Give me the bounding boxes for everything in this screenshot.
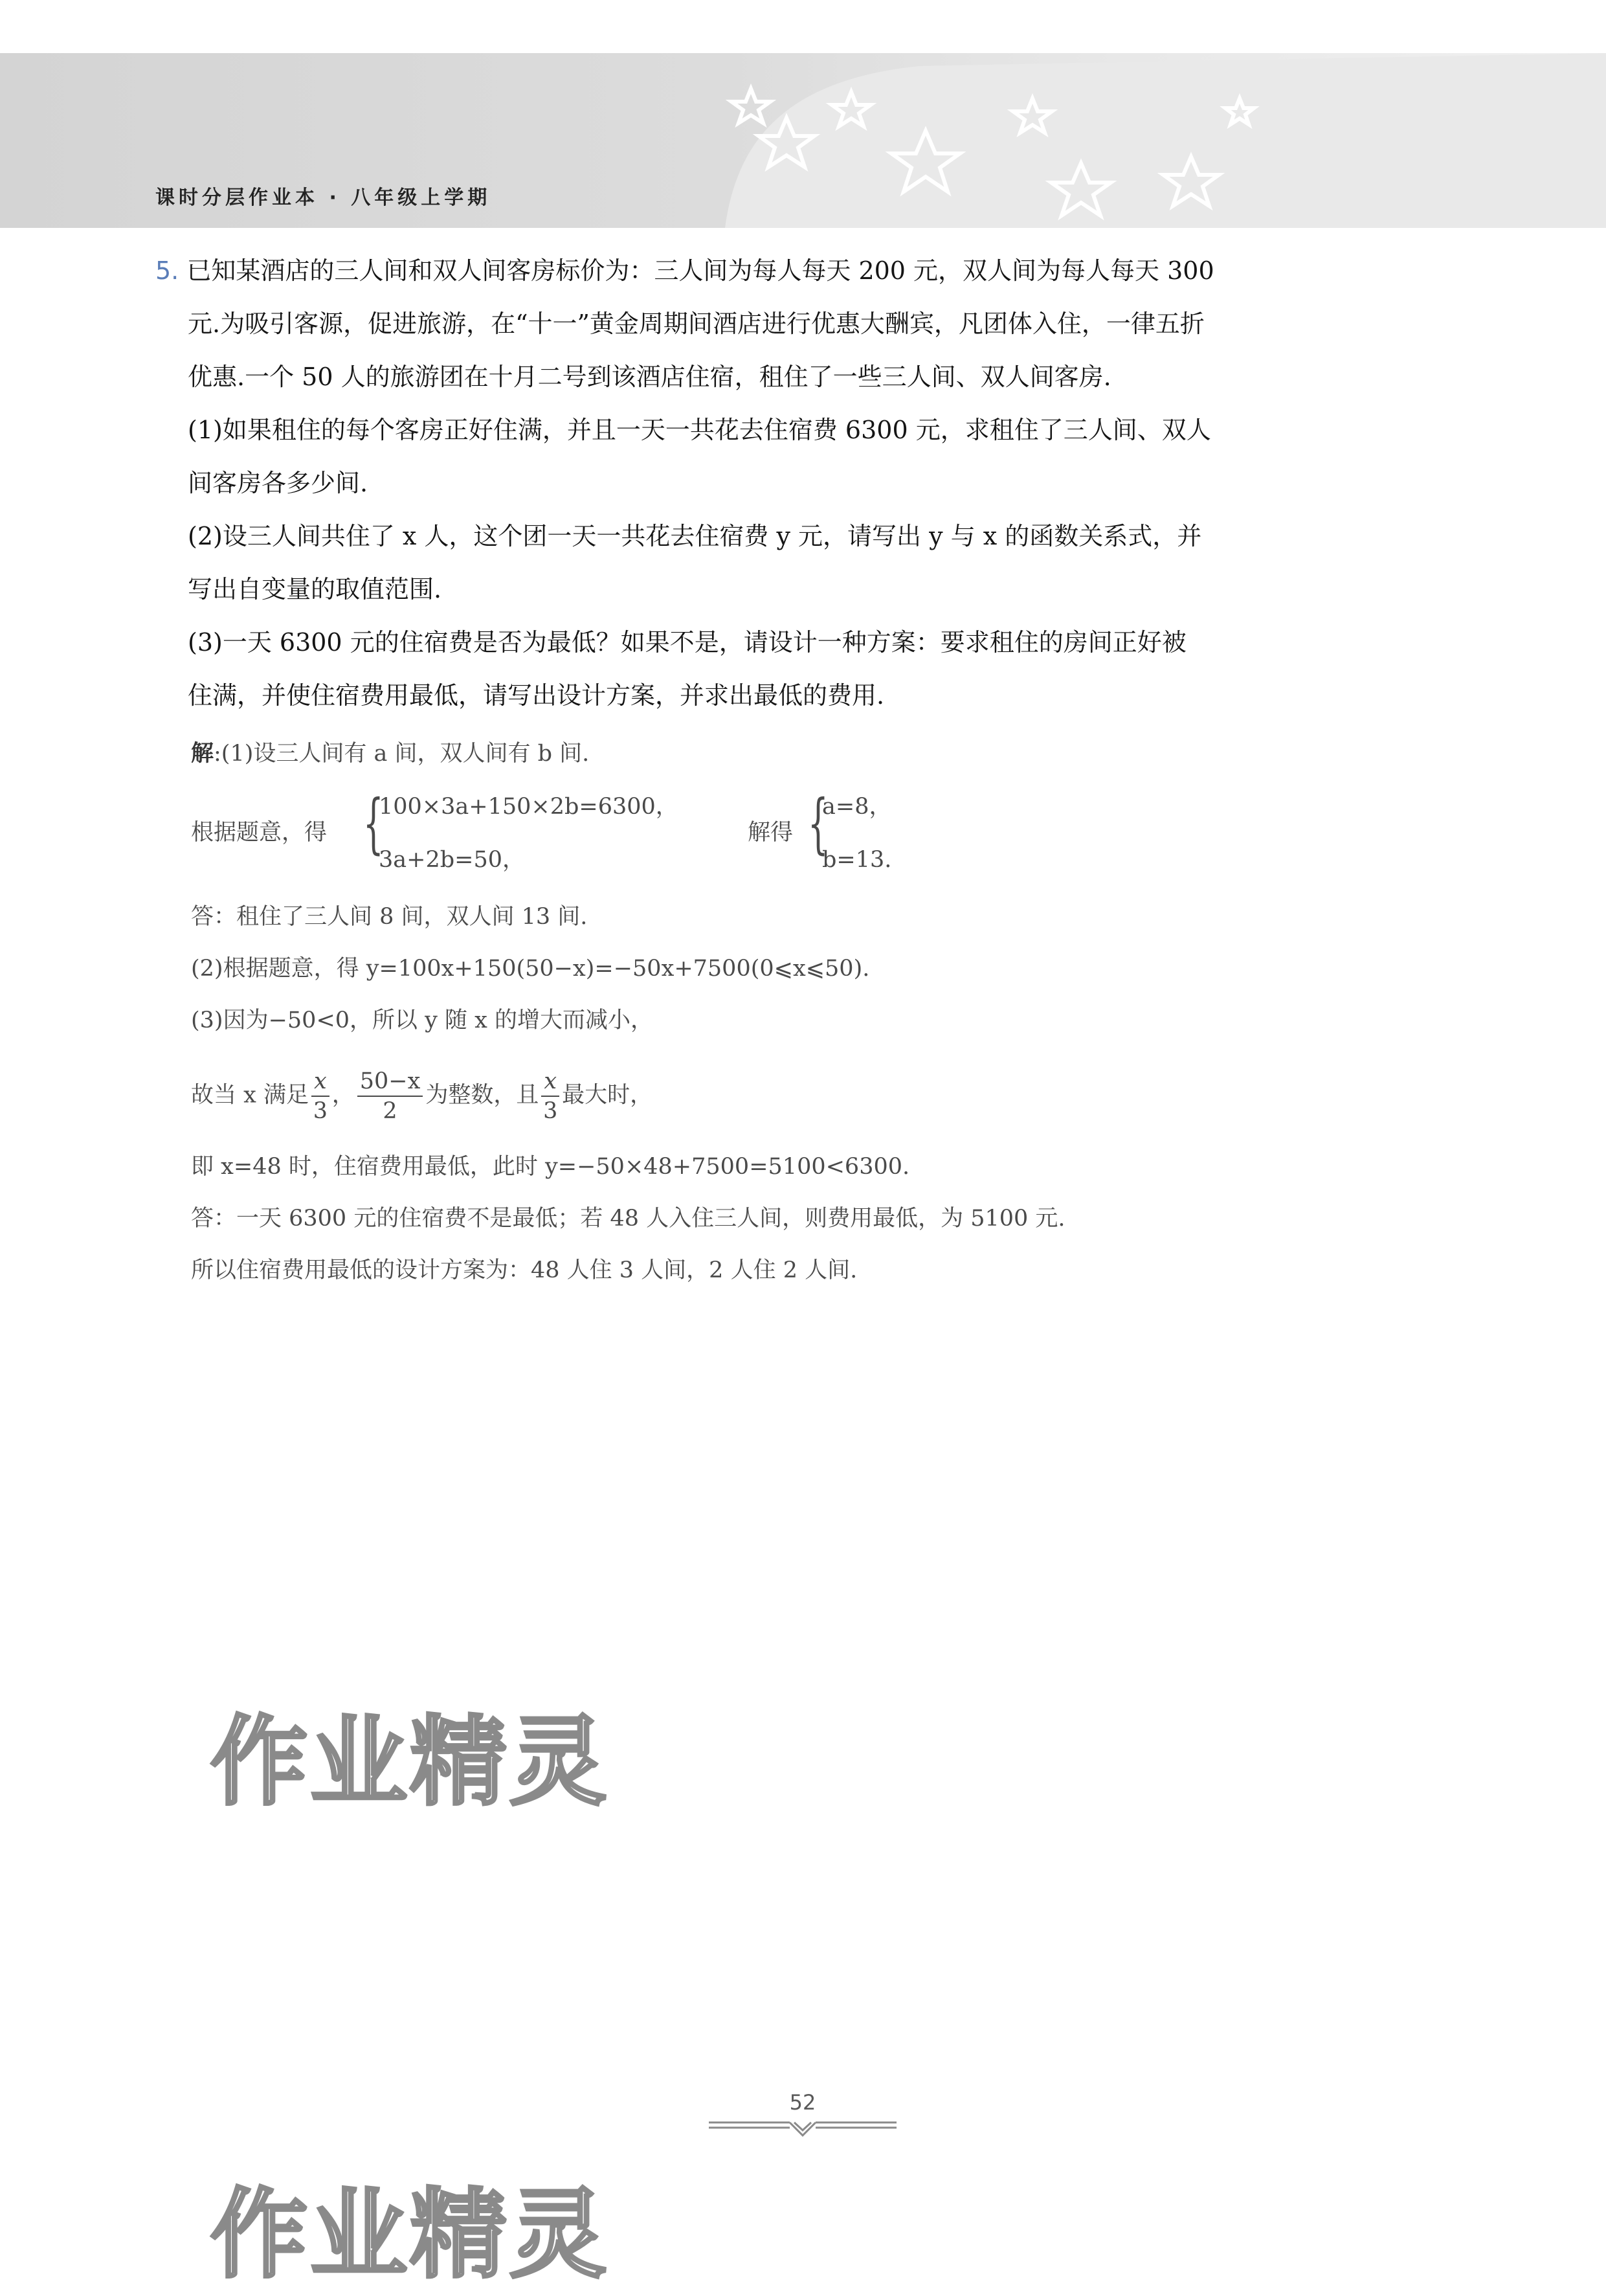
solution-b: b=13. bbox=[822, 847, 892, 873]
fraction-50-minus-x-over-2: $\frac{50-x}{2}$ bbox=[357, 1067, 423, 1125]
equation-1: 100×3a+150×2b=6300， bbox=[379, 794, 678, 820]
solution-brace: { bbox=[807, 785, 829, 861]
problem-line-2: 元.为吸引客源，促进旅游，在“十一”黄金周期间酒店进行优惠大酬宾，凡团体入住，一律五折 bbox=[188, 310, 1205, 338]
fraction-x-over-3: $\frac{x}{3}$ bbox=[311, 1067, 329, 1125]
problem-line-9: 住满，并使住宿费用最低，请写出设计方案，并求出最低的费用. bbox=[188, 681, 885, 710]
watermark-1: 作业精灵 bbox=[210, 1706, 610, 1819]
part-3-line-2: 故当 x 满足 $\frac{x}{3}$ ， $\frac{50-x}{2}$ 为整数，且 $\frac{x}{3}$ 最大时， bbox=[191, 1068, 653, 1124]
equation-2: 3a+2b=50， bbox=[379, 847, 525, 873]
problem-line-7: 写出自变量的取值范围. bbox=[188, 575, 442, 603]
part-3-line-3: 即 x=48 时，住宿费用最低，此时 y=−50×48+7500=5100<6300. bbox=[191, 1154, 910, 1180]
system-prefix: 根据题意，得 bbox=[191, 820, 328, 846]
problem-line-5: 间客房各多少间. bbox=[188, 469, 368, 497]
answer-3: 所以住宿费用最低的设计方案为：48 人住 3 人间，2 人住 2 人间. bbox=[191, 1257, 858, 1283]
problem-line-3: 优惠.一个 50 人的旅游团在十月二号到该酒店住宿，租住了一些三人间、双人间客房. bbox=[188, 363, 1111, 391]
answer-2: 答：一天 6300 元的住宿费不是最低；若 48 人入住三人间，则费用最低，为 5100 元. bbox=[191, 1206, 1065, 1232]
problem-line-4: (1)如果租住的每个客房正好住满，并且一天一共花去住宿费 6300 元，求租住了三人间、双人 bbox=[188, 416, 1211, 444]
solution-a: a=8， bbox=[822, 794, 892, 820]
part-3-line-1: (3)因为−50<0，所以 y 随 x 的增大而减小， bbox=[191, 1007, 654, 1033]
page-number-ornament bbox=[709, 2116, 897, 2142]
answer-1: 答：租住了三人间 8 间，双人间 13 间. bbox=[191, 904, 588, 930]
problem-number: 5. bbox=[155, 256, 179, 285]
system-brace: { bbox=[362, 785, 384, 861]
problem-line-8: (3)一天 6300 元的住宿费是否为最低？如果不是，请设计一种方案：要求租住的房间正好被 bbox=[188, 628, 1187, 657]
header-stars-decoration bbox=[699, 53, 1606, 228]
series-title: 课时分层作业本 · 八年级上学期 bbox=[155, 186, 491, 209]
solution-intro: 解:(1)设三人间有 a 间，双人间有 b 间. bbox=[191, 740, 590, 767]
watermark-2: 作业精灵 bbox=[210, 2179, 610, 2291]
part-2-solution: (2)根据题意，得 y=100x+150(50−x)=−50x+7500(0⩽x⩽50). bbox=[191, 956, 870, 982]
fraction-x-over-3-max: $\frac{x}{3}$ bbox=[541, 1067, 559, 1125]
problem-line-6: (2)设三人间共住了 x 人，这个团一天一共花去住宿费 y 元，请写出 y 与 x 的函数关系式，并 bbox=[188, 522, 1202, 550]
page-number: 52 bbox=[789, 2090, 816, 2115]
problem-line-1: 5. 已知某酒店的三人间和双人间客房标价为：三人间为每人每天 200 元，双人间为每人每天 300 bbox=[155, 256, 1214, 285]
solve-label: 解得 bbox=[748, 820, 794, 846]
